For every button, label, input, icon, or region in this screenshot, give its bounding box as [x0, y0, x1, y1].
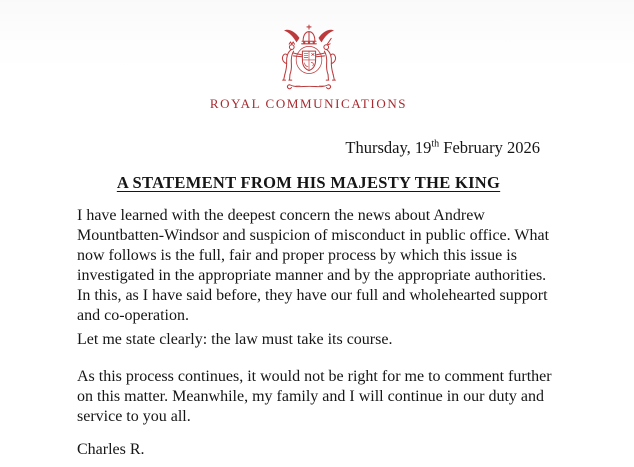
statement-line: investigated in the appropriate manner and by the appropriate authorities.	[77, 267, 547, 284]
statement-line: In this, as I have said before, they have our full and wholehearted support	[77, 287, 548, 304]
date-line	[77, 137, 540, 158]
paragraph-2	[77, 330, 567, 350]
statement-line: service to you all.	[77, 408, 191, 425]
statement-line: I have learned with the deepest concern the news about Andrew	[77, 207, 485, 224]
paragraph-1	[77, 206, 567, 326]
paragraph-3	[77, 367, 567, 427]
signature: Charles R.	[77, 441, 145, 458]
statement-line: Let me state clearly: the law must take its course.	[77, 331, 393, 348]
statement-title: A STATEMENT FROM HIS MAJESTY THE KING	[116, 173, 501, 192]
letterhead	[77, 20, 540, 99]
statement-line: now follows is the full, fair and proper process by which this issue is	[77, 247, 517, 264]
date-prefix: Thursday, 19	[345, 138, 432, 157]
royal-coat-of-arms-icon	[265, 20, 353, 94]
date-suffix: February 2026	[439, 138, 540, 157]
date-ordinal: th	[431, 138, 440, 150]
org-name: ROYAL COMMUNICATIONS	[209, 96, 408, 111]
statement-line: and co-operation.	[77, 307, 189, 324]
statement-line: Mountbatten-Windsor and suspicion of misconduct in public office. What	[77, 227, 550, 244]
statement-line: As this process continues, it would not be right for me to comment further	[77, 368, 552, 385]
statement-line: on this matter. Meanwhile, my family and I will continue in our duty and	[77, 388, 545, 405]
